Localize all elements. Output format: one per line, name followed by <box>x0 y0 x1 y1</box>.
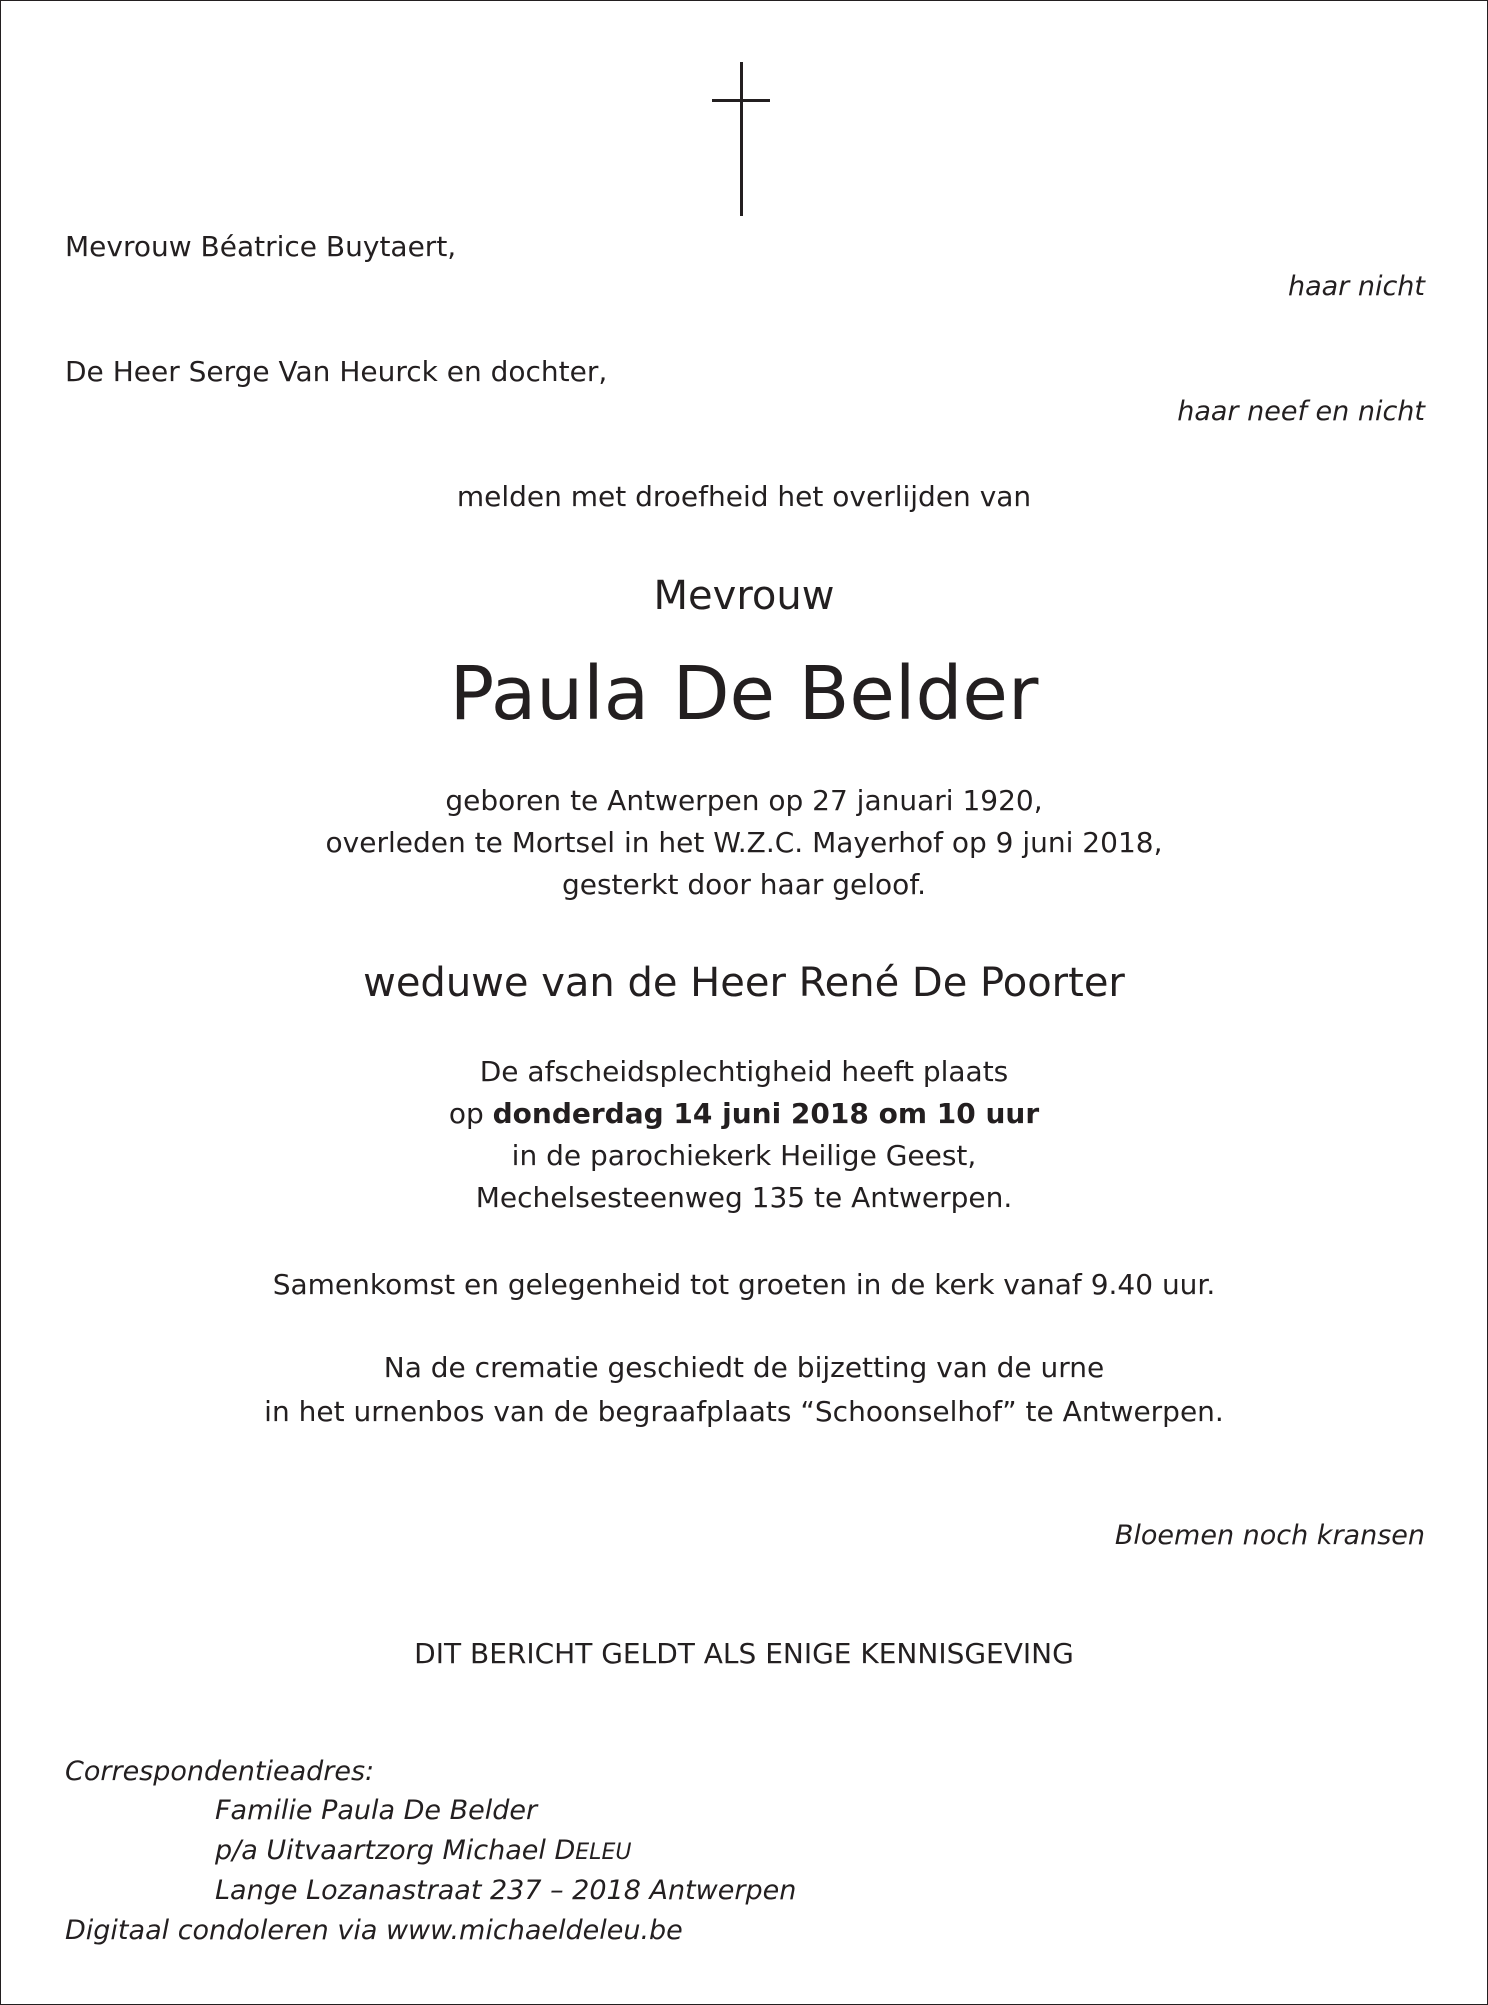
family-relation-2: haar neef en nicht <box>1177 396 1425 427</box>
ceremony-line-1: De afscheidsplechtigheid heeft plaats <box>479 1055 1009 1088</box>
online-condolence: Digitaal condoleren via www.michaeldeleu.be <box>65 1915 683 1946</box>
family-name-2: De Heer Serge Van Heurck en dochter, <box>65 355 608 388</box>
ceremony-line-4: Mechelsesteenweg 135 te Antwerpen. <box>475 1181 1013 1214</box>
widow-line: weduwe van de Heer René De Poorter <box>363 960 1125 1006</box>
correspondence-smallcaps: ELEU <box>575 1840 632 1865</box>
correspondence-line-2 <box>215 1837 631 1864</box>
notice-line: DIT BERICHT GELDT ALS ENIGE KENNISGEVING <box>414 1637 1074 1670</box>
cremation-line-2: in het urnenbos van de begraafplaats “Schoonselhof” te Antwerpen. <box>264 1395 1224 1428</box>
ceremony-date: donderdag 14 juni 2018 om 10 uur <box>492 1097 1040 1130</box>
family-name-1: Mevrouw Béatrice Buytaert, <box>65 230 457 263</box>
family-relation-1: haar nicht <box>1287 271 1425 302</box>
cremation-line-1: Na de crematie geschiedt de bijzetting van de urne <box>383 1351 1105 1384</box>
gathering-line: Samenkomst en gelegenheid tot groeten in de kerk vanaf 9.40 uur. <box>272 1268 1216 1301</box>
detail-faith: gesterkt door haar geloof. <box>561 868 927 901</box>
cross-icon <box>740 62 743 216</box>
detail-birth: geboren te Antwerpen op 27 januari 1920, <box>445 784 1043 817</box>
ceremony-prefix: op <box>448 1097 484 1130</box>
detail-death: overleden te Mortsel in het W.Z.C. Mayerhof op 9 juni 2018, <box>325 826 1163 859</box>
correspondence-line-3: Lange Lozanastraat 237 – 2018 Antwerpen <box>215 1875 797 1906</box>
correspondence-line-1: Familie Paula De Belder <box>215 1795 538 1826</box>
ceremony-line-2 <box>1 1097 1487 1130</box>
ceremony-line-3: in de parochiekerk Heilige Geest, <box>511 1139 977 1172</box>
cross-icon-bar <box>712 99 770 102</box>
flowers-line: Bloemen noch kransen <box>1114 1520 1425 1551</box>
announce-line: melden met droefheid het overlijden van <box>456 480 1032 513</box>
deceased-name: Paula De Belder <box>449 651 1039 737</box>
deceased-title: Mevrouw <box>653 573 835 619</box>
correspondence-label: Correspondentieadres: <box>65 1756 375 1787</box>
correspondence-prefix: p/a Uitvaartzorg Michael D <box>215 1835 576 1866</box>
